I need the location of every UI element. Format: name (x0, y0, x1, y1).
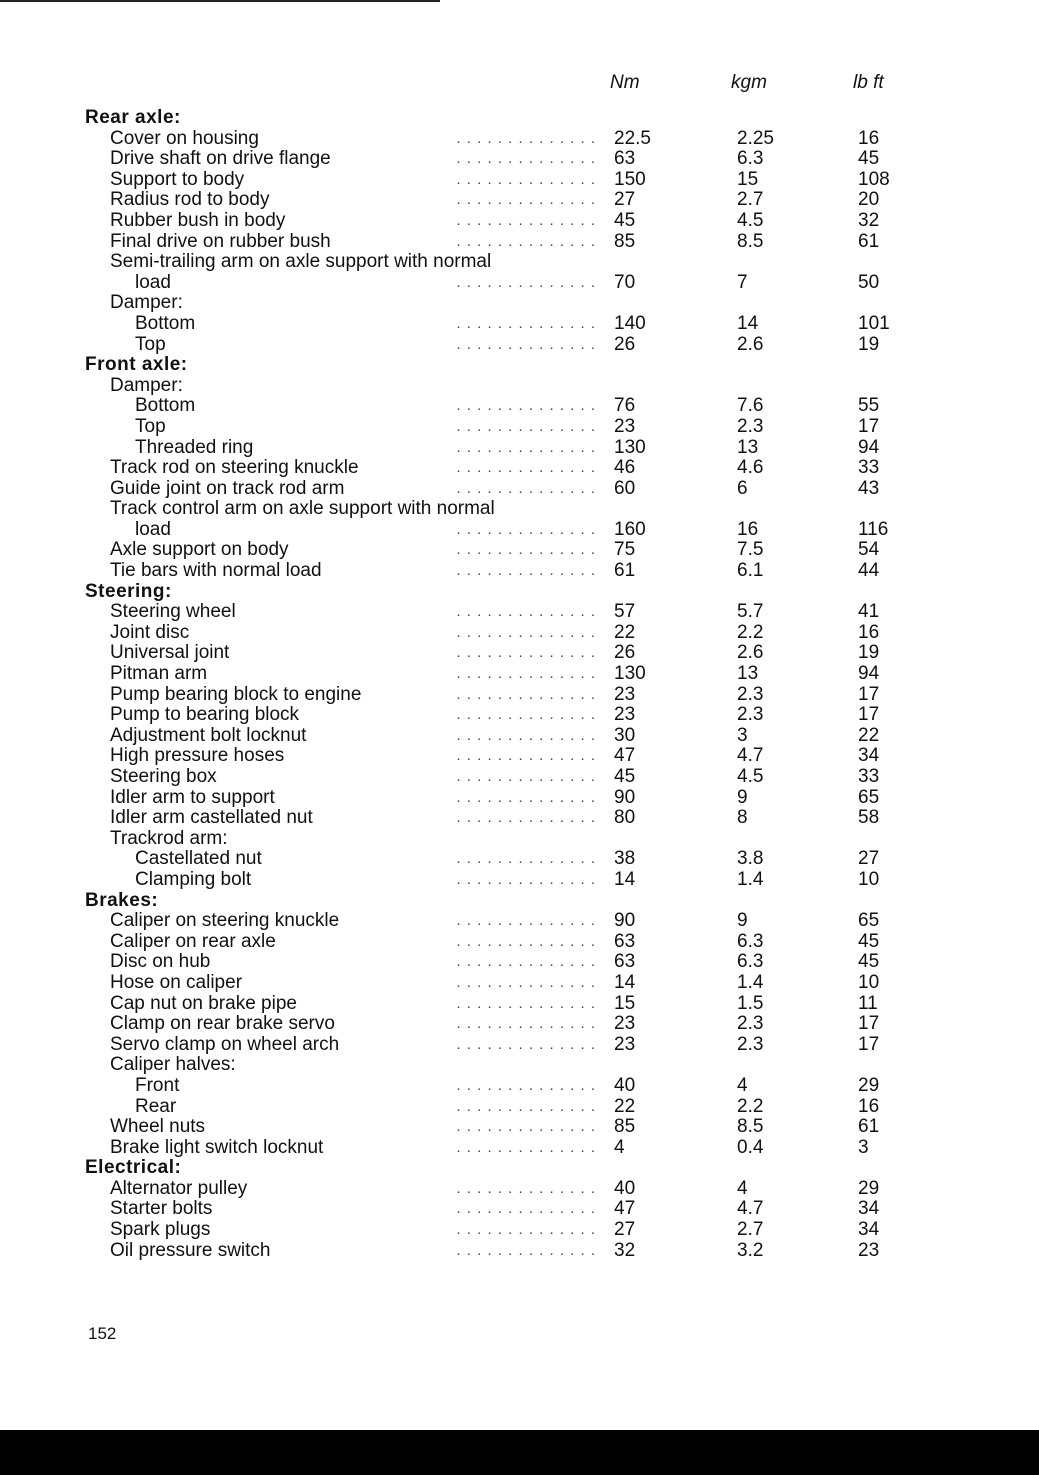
value-kgm: 2.3 (737, 683, 764, 705)
table-row (0, 1055, 1039, 1076)
bottom-scan-band (0, 1430, 1039, 1475)
row-label: Disc on hub (110, 951, 211, 973)
value-lbft: 50 (858, 271, 880, 293)
section-heading-row (0, 355, 1039, 376)
value-kgm: 3 (737, 724, 748, 746)
value-kgm: 4.5 (737, 766, 764, 787)
row-label: High pressure hoses (110, 745, 285, 767)
section-heading: Front axle: (85, 354, 188, 376)
row-label: Track control arm on axle support with normal (110, 498, 495, 520)
table-row (0, 376, 1039, 397)
value-kgm: 1.5 (737, 992, 764, 1014)
value-lbft: 17 (858, 683, 880, 705)
value-kgm: 3.2 (737, 1239, 764, 1261)
row-label: Threaded ring (135, 436, 254, 458)
row-label: Castellated nut (135, 848, 262, 870)
value-nm: 45 (614, 766, 636, 787)
row-label: Tie bars with normal load (110, 560, 322, 582)
value-kgm: 1.4 (737, 971, 764, 993)
value-lbft: 34 (858, 1219, 880, 1241)
row-label: Alternator pulley (110, 1177, 248, 1199)
value-nm: 23 (614, 1013, 636, 1035)
value-kgm: 2.2 (737, 1095, 764, 1117)
value-kgm: 2.25 (737, 127, 774, 149)
value-lbft: 16 (858, 1095, 880, 1117)
leader-dots: . . . . . . . . . . . . . . (456, 417, 596, 435)
value-nm: 22 (614, 621, 636, 643)
row-label: Joint disc (110, 621, 190, 643)
value-lbft: 16 (858, 127, 880, 149)
table-row (0, 499, 1039, 520)
value-lbft: 54 (858, 539, 880, 561)
value-nm: 32 (614, 1239, 636, 1261)
row-label: Idler arm to support (110, 786, 275, 808)
row-label: Rubber bush in body (110, 209, 286, 231)
section-heading: Brakes: (85, 889, 159, 911)
value-nm: 27 (614, 1219, 636, 1241)
leader-dots: . . . . . . . . . . . . . . (456, 953, 596, 971)
row-label: Top (135, 415, 166, 437)
row-label: Front (135, 1074, 180, 1096)
value-lbft: 43 (858, 477, 880, 499)
row-label: load (135, 271, 171, 293)
row-label: Rear (135, 1095, 177, 1117)
value-kgm: 2.7 (737, 1219, 764, 1241)
table-row (0, 911, 1039, 932)
row-label: Top (135, 333, 166, 355)
row-label: Oil pressure switch (110, 1239, 271, 1261)
value-lbft: 17 (858, 704, 880, 726)
row-label: Servo clamp on wheel arch (110, 1033, 340, 1055)
leader-dots: . . . . . . . . . . . . . . (456, 850, 596, 868)
row-label: Damper: (110, 292, 183, 314)
table-row (0, 685, 1039, 706)
value-lbft: 16 (858, 621, 880, 643)
value-nm: 27 (614, 189, 636, 211)
leader-dots: . . . . . . . . . . . . . . (456, 870, 596, 888)
value-kgm: 8.5 (737, 1116, 764, 1138)
value-nm: 85 (614, 1116, 636, 1138)
leader-dots: . . . . . . . . . . . . . . (456, 973, 596, 991)
value-nm: 63 (614, 148, 636, 170)
leader-dots: . . . . . . . . . . . . . . (456, 747, 596, 765)
row-label: Pump bearing block to engine (110, 683, 362, 705)
section-heading-row (0, 582, 1039, 603)
row-label: Track rod on steering knuckle (110, 457, 359, 479)
table-row (0, 1014, 1039, 1035)
table-row (0, 438, 1039, 459)
leader-dots: . . . . . . . . . . . . . . (456, 541, 596, 559)
value-nm: 63 (614, 951, 636, 973)
row-label: Universal joint (110, 642, 230, 664)
leader-dots: . . . . . . . . . . . . . . (456, 1118, 596, 1136)
table-row (0, 1035, 1039, 1056)
table-row (0, 314, 1039, 335)
table-row (0, 1199, 1039, 1220)
value-nm: 75 (614, 539, 636, 561)
value-kgm: 9 (737, 910, 748, 932)
table-row (0, 1076, 1039, 1097)
value-kgm: 4.6 (737, 457, 764, 479)
value-lbft: 17 (858, 415, 880, 437)
table-row (0, 129, 1039, 150)
section-heading-row (0, 891, 1039, 912)
row-label: Cap nut on brake pipe (110, 992, 297, 1014)
value-kgm: 15 (737, 168, 759, 190)
row-label: Caliper on steering knuckle (110, 910, 340, 932)
leader-dots: . . . . . . . . . . . . . . (456, 1241, 596, 1259)
table-row (0, 1138, 1039, 1159)
value-kgm: 4.7 (737, 1198, 764, 1220)
row-label: Spark plugs (110, 1219, 211, 1241)
leader-dots: . . . . . . . . . . . . . . (456, 335, 596, 353)
leader-dots: . . . . . . . . . . . . . . (456, 665, 596, 683)
table-row (0, 211, 1039, 232)
leader-dots: . . . . . . . . . . . . . . (456, 809, 596, 827)
value-kgm: 0.4 (737, 1136, 764, 1158)
table-row (0, 293, 1039, 314)
value-lbft: 11 (858, 992, 878, 1014)
value-lbft: 3 (858, 1136, 869, 1158)
leader-dots: . . . . . . . . . . . . . . (456, 994, 596, 1012)
value-lbft: 45 (858, 951, 880, 973)
table-row (0, 540, 1039, 561)
section-heading: Rear axle: (85, 107, 181, 128)
value-kgm: 4 (737, 1074, 748, 1096)
value-lbft: 44 (858, 560, 880, 582)
value-kgm: 3.8 (737, 848, 764, 870)
value-nm: 130 (614, 436, 646, 458)
row-label: Bottom (135, 312, 196, 334)
table-row (0, 952, 1039, 973)
leader-dots: . . . . . . . . . . . . . . (456, 129, 596, 147)
row-label: Final drive on rubber bush (110, 230, 331, 252)
row-label: Pump to bearing block (110, 704, 300, 726)
value-lbft: 17 (858, 1033, 880, 1055)
value-kgm: 2.7 (737, 189, 764, 211)
leader-dots: . . . . . . . . . . . . . . (456, 438, 596, 456)
row-label: Support to body (110, 168, 245, 190)
value-kgm: 2.2 (737, 621, 764, 643)
value-nm: 26 (614, 333, 636, 355)
value-nm: 140 (614, 312, 646, 334)
row-label: Brake light switch locknut (110, 1136, 324, 1158)
value-lbft: 23 (858, 1239, 880, 1261)
value-kgm: 8 (737, 807, 748, 829)
value-lbft: 29 (858, 1177, 880, 1199)
leader-dots: . . . . . . . . . . . . . . (456, 459, 596, 477)
leader-dots: . . . . . . . . . . . . . . (456, 562, 596, 580)
value-nm: 15 (614, 992, 636, 1014)
value-kgm: 7 (737, 271, 748, 293)
value-nm: 14 (614, 971, 636, 993)
leader-dots: . . . . . . . . . . . . . . (456, 314, 596, 332)
value-lbft: 17 (858, 1013, 880, 1035)
leader-dots: . . . . . . . . . . . . . . (456, 479, 596, 497)
value-kgm: 2.3 (737, 1013, 764, 1035)
section-heading-row (0, 108, 1039, 129)
table-row (0, 1117, 1039, 1138)
table-row (0, 561, 1039, 582)
value-nm: 160 (614, 518, 646, 540)
table-row (0, 170, 1039, 191)
value-nm: 63 (614, 930, 636, 952)
table-row (0, 808, 1039, 829)
column-header-lbft: lb ft (853, 72, 884, 93)
value-nm: 47 (614, 745, 636, 767)
value-lbft: 61 (858, 1116, 880, 1138)
table-row (0, 1220, 1039, 1241)
value-kgm: 9 (737, 786, 748, 808)
value-nm: 26 (614, 642, 636, 664)
leader-dots: . . . . . . . . . . . . . . (456, 1035, 596, 1053)
row-label: load (135, 518, 171, 540)
table-row (0, 767, 1039, 788)
row-label: Adjustment bolt locknut (110, 724, 307, 746)
column-header-nm: Nm (610, 72, 640, 93)
leader-dots: . . . . . . . . . . . . . . (456, 232, 596, 250)
table-row (0, 849, 1039, 870)
leader-dots: . . . . . . . . . . . . . . (456, 397, 596, 415)
row-label: Cover on housing (110, 127, 259, 149)
row-label: Semi-trailing arm on axle support with normal (110, 251, 492, 273)
table-row (0, 623, 1039, 644)
page-number: 152 (88, 1324, 117, 1343)
table-row (0, 932, 1039, 953)
value-lbft: 27 (858, 848, 880, 870)
leader-dots: . . . . . . . . . . . . . . (456, 1138, 596, 1156)
value-nm: 76 (614, 395, 636, 417)
value-nm: 14 (614, 868, 636, 890)
table-row (0, 190, 1039, 211)
value-nm: 45 (614, 209, 636, 231)
value-lbft: 61 (858, 230, 880, 252)
value-kgm: 13 (737, 436, 759, 458)
row-label: Bottom (135, 395, 196, 417)
row-label: Starter bolts (110, 1198, 213, 1220)
value-kgm: 6.3 (737, 930, 764, 952)
row-label: Axle support on body (110, 539, 289, 561)
table-row (0, 1097, 1039, 1118)
leader-dots: . . . . . . . . . . . . . . (456, 191, 596, 209)
table-row (0, 232, 1039, 253)
value-lbft: 58 (858, 807, 880, 829)
leader-dots: . . . . . . . . . . . . . . (456, 273, 596, 291)
table-row (0, 994, 1039, 1015)
table-row (0, 1179, 1039, 1200)
value-lbft: 55 (858, 395, 880, 417)
value-kgm: 2.3 (737, 415, 764, 437)
value-nm: 4 (614, 1136, 625, 1158)
value-lbft: 34 (858, 1198, 880, 1220)
row-label: Steering box (110, 766, 217, 787)
row-label: Steering wheel (110, 601, 236, 623)
value-nm: 23 (614, 704, 636, 726)
value-kgm: 7.5 (737, 539, 764, 561)
leader-dots: . . . . . . . . . . . . . . (456, 1015, 596, 1033)
value-nm: 80 (614, 807, 636, 829)
value-lbft: 20 (858, 189, 880, 211)
table-row (0, 396, 1039, 417)
row-label: Caliper halves: (110, 1054, 236, 1076)
row-label: Radius rod to body (110, 189, 270, 211)
table-row (0, 829, 1039, 850)
section-heading: Steering: (85, 580, 172, 602)
value-lbft: 34 (858, 745, 880, 767)
leader-dots: . . . . . . . . . . . . . . (456, 1179, 596, 1197)
leader-dots: . . . . . . . . . . . . . . (456, 644, 596, 662)
row-label: Hose on caliper (110, 971, 243, 993)
value-kgm: 14 (737, 312, 759, 334)
table-row (0, 458, 1039, 479)
row-label: Idler arm castellated nut (110, 807, 313, 829)
value-kgm: 4.7 (737, 745, 764, 767)
value-lbft: 94 (858, 436, 880, 458)
table-row (0, 973, 1039, 994)
value-kgm: 6.3 (737, 148, 764, 170)
value-kgm: 2.3 (737, 704, 764, 726)
leader-dots: . . . . . . . . . . . . . . (456, 768, 596, 785)
value-lbft: 22 (858, 724, 880, 746)
row-label: Guide joint on track rod arm (110, 477, 345, 499)
table-row (0, 1241, 1039, 1262)
leader-dots: . . . . . . . . . . . . . . (456, 603, 596, 621)
value-kgm: 4 (737, 1177, 748, 1199)
value-lbft: 94 (858, 663, 880, 685)
value-nm: 40 (614, 1074, 636, 1096)
leader-dots: . . . . . . . . . . . . . . (456, 1097, 596, 1115)
value-nm: 61 (614, 560, 636, 582)
value-nm: 60 (614, 477, 636, 499)
table-row (0, 335, 1039, 356)
leader-dots: . . . . . . . . . . . . . . (456, 912, 596, 930)
leader-dots: . . . . . . . . . . . . . . (456, 726, 596, 744)
leader-dots: . . . . . . . . . . . . . . (456, 211, 596, 229)
value-nm: 57 (614, 601, 636, 623)
value-lbft: 41 (858, 601, 880, 623)
value-kgm: 6 (737, 477, 748, 499)
value-nm: 23 (614, 415, 636, 437)
value-nm: 90 (614, 910, 636, 932)
value-nm: 38 (614, 848, 636, 870)
table-row (0, 870, 1039, 891)
value-nm: 23 (614, 1033, 636, 1055)
value-nm: 30 (614, 724, 636, 746)
value-kgm: 6.1 (737, 560, 764, 582)
value-lbft: 19 (858, 333, 880, 355)
value-lbft: 45 (858, 930, 880, 952)
leader-dots: . . . . . . . . . . . . . . (456, 170, 596, 188)
value-lbft: 33 (858, 766, 880, 787)
value-nm: 90 (614, 786, 636, 808)
row-label: Caliper on rear axle (110, 930, 276, 952)
value-lbft: 65 (858, 910, 880, 932)
table-row (0, 788, 1039, 809)
table-row (0, 479, 1039, 500)
row-label: Trackrod arm: (110, 827, 228, 849)
value-kgm: 6.3 (737, 951, 764, 973)
value-kgm: 5.7 (737, 601, 764, 623)
table-row (0, 520, 1039, 541)
table-row (0, 602, 1039, 623)
value-lbft: 108 (858, 168, 890, 190)
value-nm: 40 (614, 1177, 636, 1199)
value-nm: 150 (614, 168, 646, 190)
value-kgm: 13 (737, 663, 759, 685)
row-label: Damper: (110, 374, 183, 396)
value-lbft: 65 (858, 786, 880, 808)
row-label: Pitman arm (110, 663, 208, 685)
row-label: Drive shaft on drive flange (110, 148, 331, 170)
value-kgm: 2.6 (737, 333, 764, 355)
value-lbft: 101 (858, 312, 890, 334)
leader-dots: . . . . . . . . . . . . . . (456, 788, 596, 806)
row-label: Wheel nuts (110, 1116, 206, 1138)
value-lbft: 19 (858, 642, 880, 664)
value-nm: 23 (614, 683, 636, 705)
value-nm: 85 (614, 230, 636, 252)
value-kgm: 2.6 (737, 642, 764, 664)
value-lbft: 45 (858, 148, 880, 170)
value-lbft: 10 (858, 971, 880, 993)
table-row (0, 417, 1039, 438)
leader-dots: . . . . . . . . . . . . . . (456, 1200, 596, 1218)
section-heading-row (0, 1158, 1039, 1179)
leader-dots: . . . . . . . . . . . . . . (456, 706, 596, 724)
table-row (0, 252, 1039, 273)
value-lbft: 116 (858, 518, 889, 540)
value-lbft: 29 (858, 1074, 880, 1096)
top-rule (0, 0, 440, 2)
value-kgm: 8.5 (737, 230, 764, 252)
table-row (0, 643, 1039, 664)
value-kgm: 2.3 (737, 1033, 764, 1055)
value-nm: 47 (614, 1198, 636, 1220)
value-nm: 130 (614, 663, 646, 685)
value-kgm: 7.6 (737, 395, 764, 417)
value-lbft: 10 (858, 868, 880, 890)
leader-dots: . . . . . . . . . . . . . . (456, 623, 596, 641)
value-nm: 22 (614, 1095, 636, 1117)
leader-dots: . . . . . . . . . . . . . . (456, 932, 596, 950)
value-nm: 46 (614, 457, 636, 479)
table-row (0, 746, 1039, 767)
row-label: Clamp on rear brake servo (110, 1013, 335, 1035)
value-nm: 22.5 (614, 127, 651, 149)
value-kgm: 4.5 (737, 209, 764, 231)
value-lbft: 32 (858, 209, 880, 231)
table-row (0, 664, 1039, 685)
table-row (0, 149, 1039, 170)
table-row (0, 705, 1039, 726)
value-kgm: 16 (737, 518, 759, 540)
leader-dots: . . . . . . . . . . . . . . (456, 1076, 596, 1094)
torque-table (0, 108, 1039, 1261)
value-kgm: 1.4 (737, 868, 764, 890)
row-label: Clamping bolt (135, 868, 252, 890)
table-row (0, 273, 1039, 294)
value-nm: 70 (614, 271, 636, 293)
table-row (0, 726, 1039, 747)
leader-dots: . . . . . . . . . . . . . . (456, 1221, 596, 1239)
leader-dots: . . . . . . . . . . . . . . (456, 150, 596, 168)
section-heading: Electrical: (85, 1157, 182, 1179)
leader-dots: . . . . . . . . . . . . . . (456, 520, 596, 538)
value-lbft: 33 (858, 457, 880, 479)
leader-dots: . . . . . . . . . . . . . . (456, 685, 596, 703)
column-header-kgm: kgm (731, 72, 767, 93)
